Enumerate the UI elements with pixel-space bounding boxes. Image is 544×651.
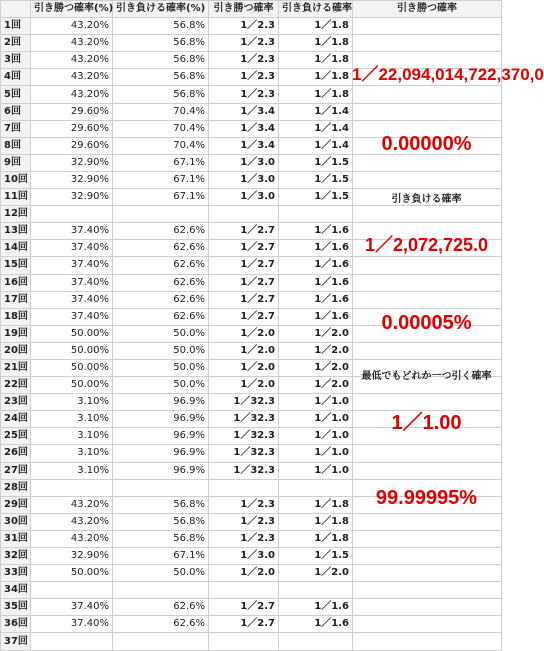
summary-lose-all-label: 引き負ける確率 [391, 194, 462, 205]
lose-pct-cell[interactable]: 62.6% [113, 257, 209, 274]
lose-odds-cell[interactable]: 1／1.6 [279, 257, 353, 274]
summary-win-all-odds: 1／22,094,014,722,370,0 [352, 65, 544, 84]
lose-pct-cell[interactable]: 62.6% [113, 616, 209, 633]
win-odds-cell[interactable]: 1／32.3 [209, 462, 279, 479]
row-number[interactable]: 23回 [1, 394, 31, 411]
row-number[interactable]: 22回 [1, 377, 31, 394]
lose-pct-cell[interactable] [113, 479, 209, 496]
lose-odds-cell[interactable]: 1／1.8 [279, 52, 353, 69]
lose-odds-cell[interactable]: 1／1.0 [279, 462, 353, 479]
summary-cell[interactable] [353, 599, 502, 616]
lose-odds-cell[interactable] [279, 633, 353, 650]
table-row [1, 530, 502, 547]
lose-pct-cell[interactable]: 50.0% [113, 359, 209, 376]
win-odds-cell[interactable] [209, 479, 279, 496]
lose-pct-cell[interactable] [113, 206, 209, 223]
win-odds-cell[interactable]: 1／2.0 [209, 342, 279, 359]
lose-pct-cell[interactable]: 56.8% [113, 86, 209, 103]
row-number[interactable]: 7回 [1, 120, 31, 137]
header-win-odds[interactable]: 引き勝つ確率 [209, 1, 279, 18]
win-odds-cell[interactable]: 1／2.7 [209, 240, 279, 257]
lose-odds-cell[interactable]: 1／1.6 [279, 308, 353, 325]
lose-odds-cell[interactable] [279, 206, 353, 223]
win-pct-cell[interactable]: 43.20% [31, 530, 113, 547]
summary-cell[interactable] [353, 548, 502, 565]
summary-any-label: 最低でもどれか一つ引く確率 [361, 371, 492, 382]
row-number[interactable]: 4回 [1, 69, 31, 86]
lose-odds-cell[interactable]: 1／1.5 [279, 154, 353, 171]
win-pct-cell[interactable]: 43.20% [31, 496, 113, 513]
lose-pct-cell[interactable]: 70.4% [113, 137, 209, 154]
win-odds-cell[interactable] [209, 206, 279, 223]
win-pct-cell[interactable]: 50.00% [31, 565, 113, 582]
win-odds-cell[interactable]: 1／2.7 [209, 308, 279, 325]
row-number[interactable]: 5回 [1, 86, 31, 103]
summary-cell[interactable] [353, 18, 502, 35]
row-number[interactable]: 1回 [1, 18, 31, 35]
lose-odds-cell[interactable]: 1／1.8 [279, 18, 353, 35]
summary-win-all-rate: 0.00000% [381, 133, 472, 155]
lose-pct-cell[interactable]: 96.9% [113, 394, 209, 411]
lose-pct-cell[interactable]: 56.8% [113, 496, 209, 513]
row-number[interactable]: 33回 [1, 565, 31, 582]
lose-odds-cell[interactable]: 1／2.0 [279, 359, 353, 376]
row-number[interactable]: 6回 [1, 103, 31, 120]
header-row [1, 1, 502, 18]
lose-odds-cell[interactable]: 1／1.0 [279, 394, 353, 411]
row-number[interactable]: 8回 [1, 137, 31, 154]
win-odds-cell[interactable]: 1／2.3 [209, 69, 279, 86]
win-odds-cell[interactable]: 1／32.3 [209, 428, 279, 445]
summary-cell[interactable] [353, 154, 502, 171]
win-pct-cell[interactable]: 43.20% [31, 513, 113, 530]
lose-pct-cell[interactable]: 62.6% [113, 223, 209, 240]
lose-odds-cell[interactable]: 1／1.4 [279, 137, 353, 154]
win-pct-cell[interactable]: 37.40% [31, 616, 113, 633]
win-odds-cell[interactable]: 1／2.7 [209, 257, 279, 274]
win-odds-cell[interactable]: 1／32.3 [209, 394, 279, 411]
lose-pct-cell[interactable]: 62.6% [113, 308, 209, 325]
lose-pct-cell[interactable]: 56.8% [113, 69, 209, 86]
lose-odds-cell[interactable]: 1／2.0 [279, 377, 353, 394]
win-pct-cell[interactable] [31, 582, 113, 599]
summary-cell[interactable] [353, 513, 502, 530]
lose-odds-cell[interactable]: 1／1.8 [279, 69, 353, 86]
lose-odds-cell[interactable]: 1／2.0 [279, 565, 353, 582]
summary-cell[interactable] [353, 342, 502, 359]
summary-any-rate: 99.99995% [375, 487, 478, 509]
lose-pct-cell[interactable]: 70.4% [113, 103, 209, 120]
table-row [1, 274, 502, 291]
table-row [1, 171, 502, 188]
row-number[interactable]: 3回 [1, 52, 31, 69]
win-pct-cell[interactable]: 43.20% [31, 86, 113, 103]
header-win-pct[interactable]: 引き勝つ確率(%) [31, 1, 113, 18]
summary-cell[interactable] [353, 291, 502, 308]
win-pct-cell[interactable]: 32.90% [31, 189, 113, 206]
table-row [1, 154, 502, 171]
table-row [1, 548, 502, 565]
lose-pct-cell[interactable]: 50.0% [113, 377, 209, 394]
row-number[interactable]: 14回 [1, 240, 31, 257]
row-number[interactable]: 29回 [1, 496, 31, 513]
win-pct-cell[interactable]: 37.40% [31, 291, 113, 308]
summary-cell[interactable] [353, 445, 502, 462]
row-number[interactable]: 21回 [1, 359, 31, 376]
lose-odds-cell[interactable]: 1／1.8 [279, 86, 353, 103]
lose-odds-cell[interactable]: 1／2.0 [279, 342, 353, 359]
win-odds-cell[interactable]: 1／3.4 [209, 137, 279, 154]
win-pct-cell[interactable]: 32.90% [31, 154, 113, 171]
win-pct-cell[interactable]: 3.10% [31, 462, 113, 479]
lose-odds-cell[interactable]: 1／1.5 [279, 189, 353, 206]
win-pct-cell[interactable]: 37.40% [31, 257, 113, 274]
lose-odds-cell[interactable]: 1／1.0 [279, 428, 353, 445]
header-corner [1, 1, 31, 18]
win-pct-cell[interactable]: 37.40% [31, 223, 113, 240]
lose-odds-cell[interactable]: 1／1.0 [279, 445, 353, 462]
win-pct-cell[interactable]: 50.00% [31, 359, 113, 376]
row-number[interactable]: 30回 [1, 513, 31, 530]
lose-odds-cell[interactable]: 1／1.4 [279, 120, 353, 137]
win-odds-cell[interactable]: 1／2.3 [209, 530, 279, 547]
win-odds-cell[interactable]: 1／3.0 [209, 189, 279, 206]
summary-cell[interactable] [353, 171, 502, 188]
win-odds-cell[interactable]: 1／2.3 [209, 496, 279, 513]
win-odds-cell[interactable]: 1／2.7 [209, 274, 279, 291]
row-number[interactable]: 37回 [1, 633, 31, 650]
row-number[interactable]: 20回 [1, 342, 31, 359]
summary-cell[interactable] [353, 530, 502, 547]
win-pct-cell[interactable]: 29.60% [31, 137, 113, 154]
lose-pct-cell[interactable] [113, 633, 209, 650]
lose-odds-cell[interactable]: 1／1.6 [279, 599, 353, 616]
win-odds-cell[interactable] [209, 633, 279, 650]
row-number[interactable]: 34回 [1, 582, 31, 599]
lose-pct-cell[interactable]: 62.6% [113, 599, 209, 616]
lose-odds-cell[interactable]: 1／1.5 [279, 171, 353, 188]
win-odds-cell[interactable]: 1／3.0 [209, 548, 279, 565]
lose-odds-cell[interactable]: 1／1.5 [279, 548, 353, 565]
win-pct-cell[interactable]: 37.40% [31, 274, 113, 291]
lose-odds-cell[interactable]: 1／1.8 [279, 530, 353, 547]
win-pct-cell[interactable]: 29.60% [31, 120, 113, 137]
summary-cell[interactable] [353, 35, 502, 52]
lose-pct-cell[interactable]: 67.1% [113, 171, 209, 188]
win-odds-cell[interactable]: 1／2.7 [209, 223, 279, 240]
win-pct-cell[interactable]: 29.60% [31, 103, 113, 120]
summary-cell[interactable] [353, 103, 502, 120]
header-summary[interactable]: 引き勝つ確率 [353, 1, 502, 18]
lose-pct-cell[interactable]: 62.6% [113, 240, 209, 257]
table-row [1, 599, 502, 616]
row-number[interactable]: 31回 [1, 530, 31, 547]
lose-odds-cell[interactable]: 1／1.8 [279, 35, 353, 52]
row-number[interactable]: 35回 [1, 599, 31, 616]
table-row [1, 633, 502, 650]
summary-cell[interactable] [353, 616, 502, 633]
lose-pct-cell[interactable]: 67.1% [113, 154, 209, 171]
row-number[interactable]: 17回 [1, 291, 31, 308]
row-number[interactable]: 15回 [1, 257, 31, 274]
win-pct-cell[interactable]: 37.40% [31, 240, 113, 257]
win-odds-cell[interactable]: 1／2.7 [209, 599, 279, 616]
lose-pct-cell[interactable]: 96.9% [113, 445, 209, 462]
header-lose-pct[interactable]: 引き負ける確率(%) [113, 1, 209, 18]
lose-odds-cell[interactable]: 1／1.6 [279, 240, 353, 257]
win-odds-cell[interactable]: 1／2.3 [209, 52, 279, 69]
win-odds-cell[interactable]: 1／3.4 [209, 120, 279, 137]
lose-pct-cell[interactable] [113, 582, 209, 599]
win-pct-cell[interactable]: 50.00% [31, 342, 113, 359]
table-row [1, 582, 502, 599]
win-odds-cell[interactable]: 1／2.0 [209, 377, 279, 394]
win-odds-cell[interactable]: 1／2.0 [209, 325, 279, 342]
win-pct-cell[interactable]: 43.20% [31, 35, 113, 52]
lose-odds-cell[interactable] [279, 479, 353, 496]
lose-odds-cell[interactable]: 1／2.0 [279, 325, 353, 342]
lose-pct-cell[interactable]: 70.4% [113, 120, 209, 137]
lose-odds-cell[interactable]: 1／1.6 [279, 274, 353, 291]
row-number[interactable]: 2回 [1, 35, 31, 52]
table-row [1, 86, 502, 103]
win-odds-cell[interactable]: 1／3.4 [209, 103, 279, 120]
lose-odds-cell[interactable]: 1／1.6 [279, 616, 353, 633]
win-odds-cell[interactable]: 1／2.3 [209, 86, 279, 103]
lose-pct-cell[interactable]: 67.1% [113, 548, 209, 565]
summary-any-odds: 1／1.00 [391, 412, 462, 434]
lose-pct-cell[interactable]: 56.8% [113, 35, 209, 52]
row-number[interactable]: 28回 [1, 479, 31, 496]
win-pct-cell[interactable]: 37.40% [31, 308, 113, 325]
win-pct-cell[interactable]: 43.20% [31, 52, 113, 69]
lose-pct-cell[interactable]: 62.6% [113, 291, 209, 308]
summary-cell[interactable] [353, 206, 502, 223]
row-number[interactable]: 18回 [1, 308, 31, 325]
summary-cell[interactable] [353, 257, 502, 274]
lose-odds-cell[interactable]: 1／1.0 [279, 411, 353, 428]
row-number[interactable]: 26回 [1, 445, 31, 462]
win-pct-cell[interactable]: 3.10% [31, 411, 113, 428]
win-pct-cell[interactable]: 32.90% [31, 171, 113, 188]
table-row [1, 342, 502, 359]
lose-pct-cell[interactable]: 56.8% [113, 18, 209, 35]
win-pct-cell[interactable] [31, 479, 113, 496]
summary-cell[interactable] [353, 86, 502, 103]
lose-odds-cell[interactable]: 1／1.8 [279, 513, 353, 530]
win-odds-cell[interactable]: 1／3.0 [209, 154, 279, 171]
table-row [1, 18, 502, 35]
lose-pct-cell[interactable]: 67.1% [113, 189, 209, 206]
lose-pct-cell[interactable]: 56.8% [113, 52, 209, 69]
win-pct-cell[interactable] [31, 206, 113, 223]
header-lose-odds[interactable]: 引き負ける確率 [279, 1, 353, 18]
lose-odds-cell[interactable] [279, 582, 353, 599]
row-number[interactable]: 27回 [1, 462, 31, 479]
summary-cell[interactable] [353, 582, 502, 599]
table-row [1, 206, 502, 223]
row-number[interactable]: 24回 [1, 411, 31, 428]
row-number[interactable]: 16回 [1, 274, 31, 291]
lose-pct-cell[interactable]: 50.0% [113, 342, 209, 359]
win-pct-cell[interactable]: 37.40% [31, 599, 113, 616]
lose-odds-cell[interactable]: 1／1.6 [279, 223, 353, 240]
win-odds-cell[interactable]: 1／2.3 [209, 513, 279, 530]
row-number[interactable]: 32回 [1, 548, 31, 565]
table-row [1, 513, 502, 530]
win-pct-cell[interactable]: 43.20% [31, 69, 113, 86]
win-pct-cell[interactable]: 50.00% [31, 325, 113, 342]
lose-pct-cell[interactable]: 50.0% [113, 565, 209, 582]
win-odds-cell[interactable]: 1／2.7 [209, 616, 279, 633]
win-odds-cell[interactable]: 1／2.0 [209, 359, 279, 376]
lose-pct-cell[interactable]: 62.6% [113, 274, 209, 291]
win-odds-cell[interactable]: 1／2.3 [209, 18, 279, 35]
lose-pct-cell[interactable]: 56.8% [113, 530, 209, 547]
row-number[interactable]: 9回 [1, 154, 31, 171]
win-odds-cell[interactable]: 1／32.3 [209, 445, 279, 462]
win-odds-cell[interactable]: 1／32.3 [209, 411, 279, 428]
lose-pct-cell[interactable]: 56.8% [113, 513, 209, 530]
win-odds-cell[interactable]: 1／2.0 [209, 565, 279, 582]
win-pct-cell[interactable]: 50.00% [31, 377, 113, 394]
win-odds-cell[interactable]: 1／2.7 [209, 291, 279, 308]
summary-lose-all-rate: 0.00005% [381, 312, 472, 334]
table-row [1, 291, 502, 308]
lose-pct-cell[interactable]: 96.9% [113, 462, 209, 479]
table-row [1, 103, 502, 120]
table-row [1, 445, 502, 462]
row-number[interactable]: 25回 [1, 428, 31, 445]
lose-odds-cell[interactable]: 1／1.4 [279, 103, 353, 120]
win-odds-cell[interactable] [209, 582, 279, 599]
lose-pct-cell[interactable]: 96.9% [113, 411, 209, 428]
table-row [1, 565, 502, 582]
lose-pct-cell[interactable]: 96.9% [113, 428, 209, 445]
row-number[interactable]: 12回 [1, 206, 31, 223]
win-odds-cell[interactable]: 1／3.0 [209, 171, 279, 188]
win-pct-cell[interactable] [31, 633, 113, 650]
summary-cell[interactable] [353, 565, 502, 582]
summary-cell[interactable] [353, 274, 502, 291]
row-number[interactable]: 13回 [1, 223, 31, 240]
lose-odds-cell[interactable]: 1／1.6 [279, 291, 353, 308]
lose-odds-cell[interactable]: 1／1.8 [279, 496, 353, 513]
win-pct-cell[interactable]: 43.20% [31, 18, 113, 35]
win-pct-cell[interactable]: 3.10% [31, 428, 113, 445]
table-row [1, 462, 502, 479]
summary-cell[interactable] [353, 462, 502, 479]
win-odds-cell[interactable]: 1／2.3 [209, 35, 279, 52]
row-number[interactable]: 10回 [1, 171, 31, 188]
win-pct-cell[interactable]: 3.10% [31, 394, 113, 411]
summary-lose-all-odds: 1／2,072,725.0 [364, 235, 489, 255]
row-number[interactable]: 19回 [1, 325, 31, 342]
win-pct-cell[interactable]: 32.90% [31, 548, 113, 565]
summary-cell[interactable] [353, 633, 502, 650]
table-row [1, 257, 502, 274]
win-pct-cell[interactable]: 3.10% [31, 445, 113, 462]
row-number[interactable]: 11回 [1, 189, 31, 206]
table-row [1, 616, 502, 633]
table-row [1, 35, 502, 52]
lose-pct-cell[interactable]: 50.0% [113, 325, 209, 342]
row-number[interactable]: 36回 [1, 616, 31, 633]
